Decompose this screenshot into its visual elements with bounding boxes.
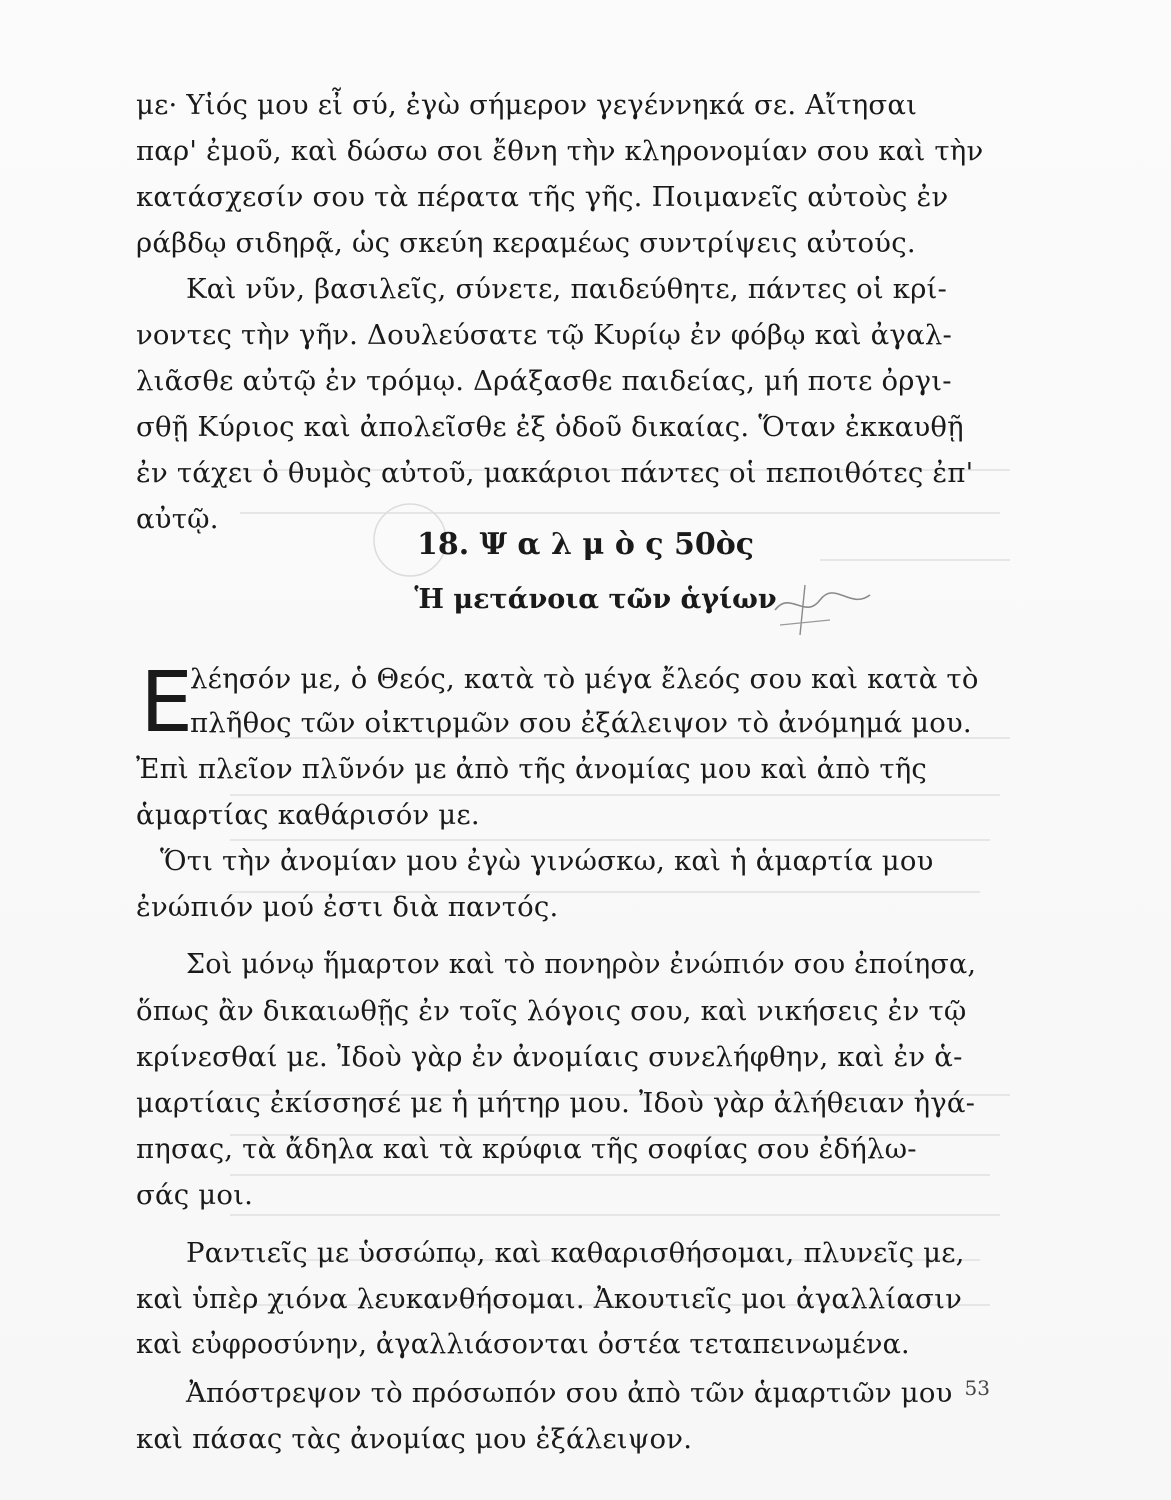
text-line: κατάσχεσίν σου τὰ πέρατα τῆς γῆς. Ποιμανεῖς αὐτοὺς ἐν — [136, 181, 949, 213]
text-line: Σοὶ μόνῳ ἥμαρτον καὶ τὸ πονηρὸν ἐνώπιόν σου ἐποίησα, — [186, 949, 977, 980]
text-line: πλῆθος τῶν οἰκτιρμῶν σου ἐξάλειψον τὸ ἀνόμημά μου. — [190, 707, 972, 739]
text-line: σθῇ Κύριος καὶ ἀπολεῖσθε ἐξ ὁδοῦ δικαίας. Ὅταν ἐκκαυθῇ — [136, 411, 964, 443]
text-line: καὶ εὐφροσύνην, ἀγαλλιάσονται ὀστέα τεταπεινωμένα. — [136, 1329, 910, 1360]
text-line: ὅπως ἂν δικαιωθῇς ἐν τοῖς λόγοις σου, καὶ νικήσεις ἐν τῷ — [136, 995, 967, 1027]
text-line: νοντες τὴν γῆν. Δουλεύσατε τῷ Κυρίῳ ἐν φόβῳ καὶ ἀγαλ- — [136, 319, 952, 351]
text-line: παρ' ἐμοῦ, καὶ δώσω σοι ἔθνη τὴν κληρονομίαν σου καὶ τὴν — [136, 135, 984, 167]
pencil-scribble-icon — [770, 580, 890, 640]
drop-cap: Ε — [140, 653, 194, 751]
text-line: καὶ πάσας τὰς ἀνομίας μου ἐξάλειψον. — [136, 1423, 693, 1455]
text-line: Καὶ νῦν, βασιλεῖς, σύνετε, παιδεύθητε, πάντες οἱ κρί- — [186, 273, 948, 305]
text-line: με· Υἱός μου εἶ σύ, ἐγὼ σήμερον γεγέννηκά σε. Αἴτησαι — [136, 89, 918, 121]
text-line: λιᾶσθε αὐτῷ ἐν τρόμῳ. Δράξασθε παιδείας, μή ποτε ὀργι- — [136, 365, 952, 397]
text-line: ράβδῳ σιδηρᾷ, ὡς σκεύη κεραμέως συντρίψεις αὐτούς. — [136, 227, 916, 259]
text-line: αὐτῷ. — [136, 503, 219, 535]
section-heading: 18. Ψ α λ μ ὸ ς 50ὸς — [416, 527, 755, 562]
text-line: Ἐπὶ πλεῖον πλῦνόν με ἀπὸ τῆς ἀνομίας μου καὶ ἀπὸ τῆς — [136, 753, 928, 785]
text-line: λέησόν με, ὁ Θεός, κατὰ τὸ μέγα ἔλεός σου καὶ κατὰ τὸ — [190, 663, 979, 695]
text-line: Ραντιεῖς με ὑσσώπῳ, καὶ καθαρισθήσομαι, πλυνεῖς με, — [186, 1237, 965, 1269]
text-line: καὶ ὑπὲρ χιόνα λευκανθήσομαι. Ἀκουτιεῖς μοι ἀγαλλίασιν — [136, 1283, 963, 1315]
text-line: πησας, τὰ ἄδηλα καὶ τὰ κρύφια τῆς σοφίας σου ἐδήλω- — [136, 1133, 917, 1165]
page-number: 53 — [964, 1376, 990, 1400]
text-line: ἐνώπιόν μού ἐστι διὰ παντός. — [136, 891, 559, 923]
text-line: Ὅτι τὴν ἀνομίαν μου ἐγὼ γινώσκω, καὶ ἡ ἁμαρτία μου — [160, 845, 934, 877]
text-line: ἁμαρτίας καθάρισόν με. — [136, 799, 480, 831]
text-line: μαρτίαις ἐκίσσησέ με ἡ μήτηρ μου. Ἰδοὺ γὰρ ἀλήθειαν ἠγά- — [136, 1087, 976, 1119]
text-line: ἐν τάχει ὁ θυμὸς αὐτοῦ, μακάριοι πάντες οἱ πεποιθότες ἐπ' — [136, 457, 974, 489]
section-subtitle: Ἡ μετάνοια τῶν ἁγίων — [414, 584, 777, 615]
text-line: κρίνεσθαί με. Ἰδοὺ γὰρ ἐν ἀνομίαις συνελήφθην, καὶ ἐν ἁ- — [136, 1041, 963, 1073]
text-line: Ἀπόστρεψον τὸ πρόσωπόν σου ἀπὸ τῶν ἁμαρτιῶν μου — [186, 1377, 953, 1409]
text-line: σάς μοι. — [136, 1179, 254, 1211]
